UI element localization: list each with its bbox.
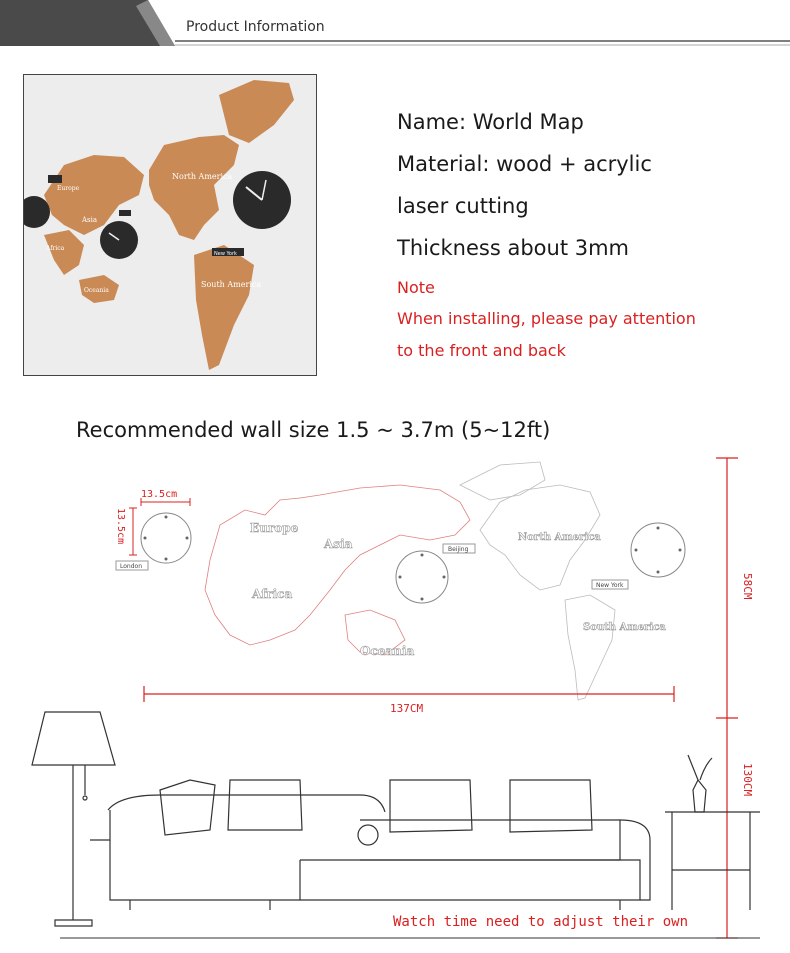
svg-text:Europe: Europe [57,185,80,192]
section-header [0,0,790,46]
sofa-drawing [90,780,650,910]
svg-text:New York: New York [214,251,237,257]
svg-text:London: London [120,563,142,570]
map-height-label: 58CM [741,573,754,600]
mount-height-label: 130CM [741,763,754,797]
clock-outline-beijing [396,551,448,603]
map-width-label: 137CM [390,702,424,715]
note-line-2: to the front and back [397,341,566,360]
svg-text:North America: North America [172,172,233,181]
svg-text:Africa: Africa [252,587,293,601]
product-photo [23,74,317,376]
spec-material: Material: wood + acrylic [397,152,652,176]
spec-name: Name: World Map [397,110,584,134]
svg-text:Europe: Europe [250,521,299,535]
header-title: Product Information [186,19,325,35]
svg-text:Asia: Asia [82,216,98,224]
spec-thickness: Thickness about 3mm [397,236,630,260]
clock-outline-newyork [631,523,685,577]
svg-text:Oceania: Oceania [84,287,109,294]
spec-process: laser cutting [397,194,529,218]
svg-text:South America: South America [583,622,666,633]
floor-lamp-drawing [32,712,115,926]
dimensions-diagram [0,440,790,949]
svg-text:South America: South America [201,280,262,289]
svg-text:Africa: Africa [46,245,65,252]
note-line-1: When installing, please pay attention [397,309,696,328]
svg-text:Beijing: Beijing [448,546,469,553]
adjust-time-note: Watch time need to adjust their own [393,914,689,930]
wall-size-recommendation: Recommended wall size 1.5 ~ 3.7m (5~12ft) [76,418,551,442]
header-banner-shape [0,0,790,46]
clock-outline-london [141,513,191,563]
map-eurasia-africa-outline [205,485,470,645]
svg-text:Oceania: Oceania [360,644,415,658]
svg-text:North America: North America [518,532,601,543]
map-south-america-outline [565,595,615,700]
note-title: Note [397,278,435,297]
svg-text:New York: New York [596,582,624,589]
svg-text:Asia: Asia [324,537,353,551]
clock-width-label: 13.5cm [141,489,178,500]
map-greenland-outline [460,462,545,500]
clock-height-label: 13.5cm [115,508,126,545]
